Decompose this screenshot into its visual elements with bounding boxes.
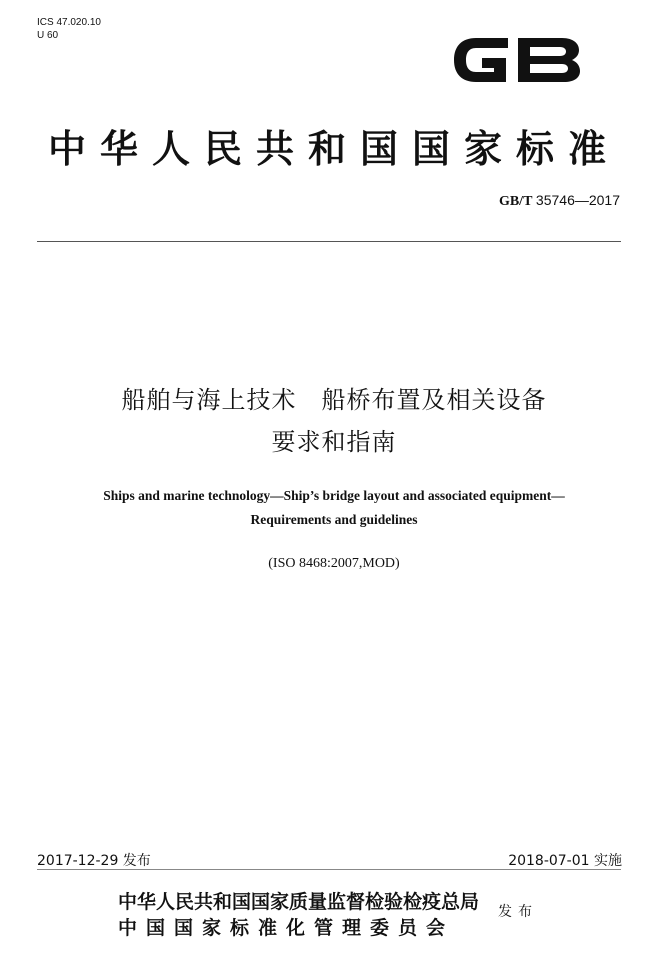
footer-divider xyxy=(37,869,621,870)
classification-codes xyxy=(37,16,101,42)
standard-code xyxy=(499,192,620,210)
gb-logo-b xyxy=(518,38,580,82)
standard-title: 中华人民共和国国家标准 xyxy=(47,126,620,171)
chinese-title-line-2: 要求和指南 xyxy=(271,428,397,456)
ccs-code: U 60 xyxy=(37,30,59,41)
standard-code-number: 35746—2017 xyxy=(535,192,620,208)
issuer-line-1: 中华人民共和国国家质量监督检验检疫总局 xyxy=(118,891,480,913)
publish-label: 发布 xyxy=(498,904,538,920)
ics-code: ICS 47.020.10 xyxy=(37,17,101,28)
gb-logo-g xyxy=(454,38,508,82)
chinese-title-line-1: 船舶与海上技术 船桥布置及相关设备 xyxy=(121,386,547,414)
header-divider xyxy=(37,241,621,242)
issuer-line-2: 中国国家标准化管理委员会 xyxy=(118,917,455,939)
effective-date: 2018-07-01 实施 xyxy=(508,853,622,869)
issue-date: 2017-12-29 发布 xyxy=(37,853,151,869)
english-title-line-1: Ships and marine technology—Ship’s bridge layout and associated equipment— xyxy=(103,488,565,503)
gb-logo xyxy=(446,28,586,92)
iso-reference: (ISO 8468:2007,MOD) xyxy=(268,556,400,571)
english-title-line-2: Requirements and guidelines xyxy=(250,512,418,527)
standard-code-prefix: GB/T xyxy=(498,194,533,209)
